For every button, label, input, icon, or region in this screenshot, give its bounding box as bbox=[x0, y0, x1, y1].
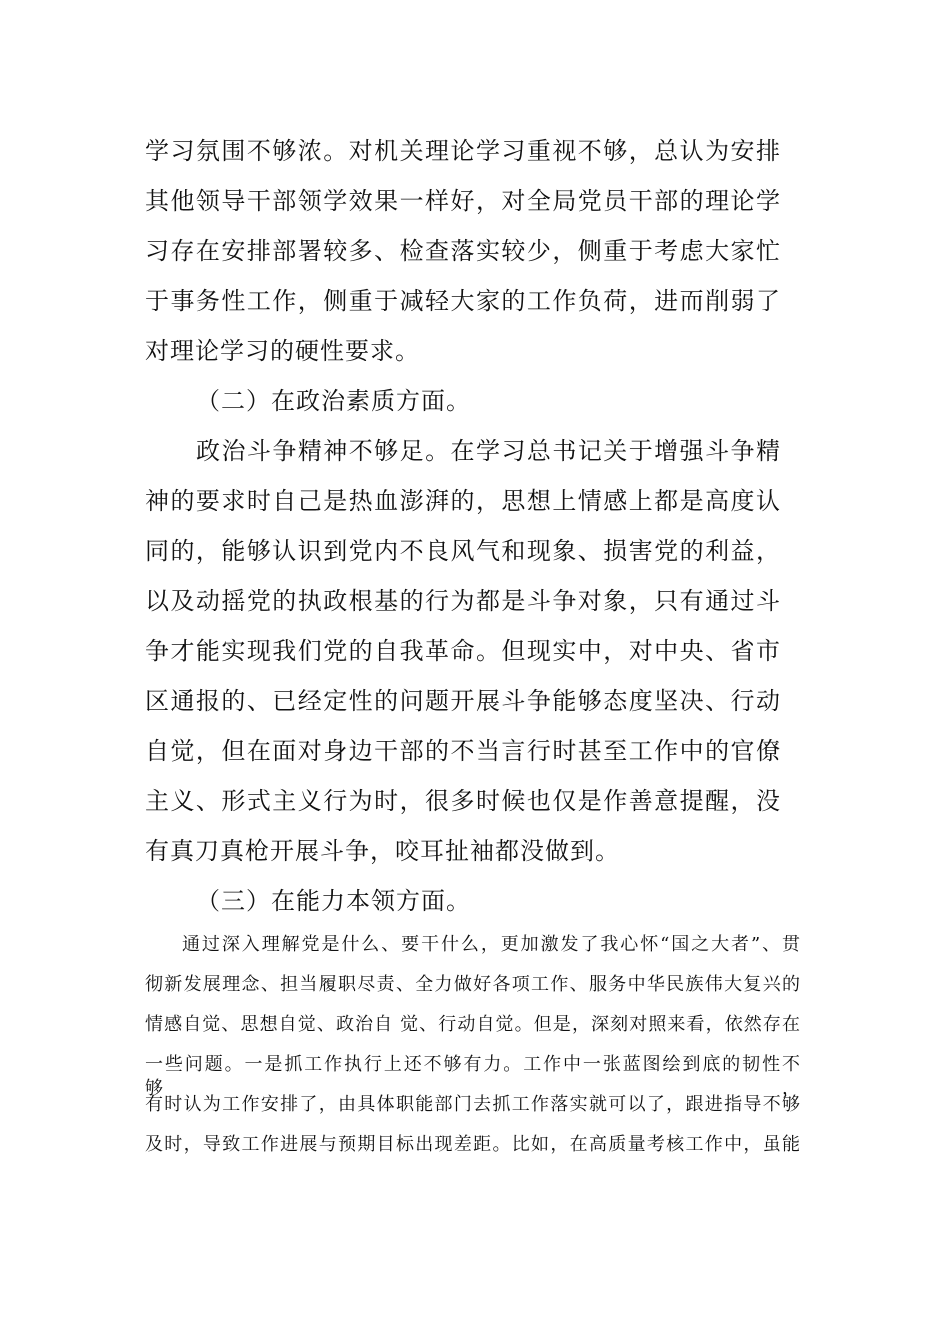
text-line: 以及动摇党的执政根基的行为都是斗争对象，只有通过斗 bbox=[145, 587, 781, 615]
text-line: 同的，能够认识到党内不良风气和现象、损害党的利益， bbox=[145, 537, 781, 565]
text-line: 通过深入理解党是什么、要干什么，更加激发了我心怀“国之大者”、贯 bbox=[182, 934, 801, 955]
text-line: 有真刀真枪开展斗争，咬耳扯袖都没做到。 bbox=[145, 837, 620, 865]
text-line: 有时认为工作安排了，由具体职能部门去抓工作落实就可以了，跟进指导不够 bbox=[145, 1094, 801, 1115]
text-line: 习存在安排部署较多、检查落实较少，侧重于考虑大家忙 bbox=[145, 237, 781, 265]
text-line: 彻新发展理念、担当履职尽责、全力做好各项工作、服务中华民族伟大复兴的 bbox=[145, 974, 801, 995]
text-line: 主义、形式主义行为时，很多时候也仅是作善意提醒，没 bbox=[145, 787, 781, 815]
section-heading: （二）在政治素质方面。 bbox=[196, 387, 471, 415]
text-line: 神的要求时自己是热血澎湃的，思想上情感上都是高度认 bbox=[145, 487, 781, 515]
text-line: 对理论学习的硬性要求。 bbox=[145, 337, 420, 365]
text-line: 于事务性工作，侧重于减轻大家的工作负荷，进而削弱了 bbox=[145, 287, 781, 315]
text-line: 争才能实现我们党的自我革命。但现实中，对中央、省市 bbox=[145, 637, 781, 665]
text-line: 区通报的、已经定性的问题开展斗争能够态度坚决、行动 bbox=[145, 687, 781, 715]
text-line: 及时，导致工作进展与预期目标出现差距。比如，在高质量考核工作中，虽能 bbox=[145, 1134, 801, 1155]
text-line: 学习氛围不够浓。对机关理论学习重视不够，总认为安排 bbox=[145, 137, 781, 165]
section-heading: （三）在能力本领方面。 bbox=[196, 887, 471, 915]
text-line: 一些问题。一是抓工作执行上还不够有力。工作中一张蓝图绘到底的韧性不够， bbox=[145, 1054, 801, 1099]
text-line: 其他领导干部领学效果一样好，对全局党员干部的理论学 bbox=[145, 187, 781, 215]
text-line: 自觉，但在面对身边干部的不当言行时甚至工作中的官僚 bbox=[145, 737, 781, 765]
text-line: 政治斗争精神不够足。在学习总书记关于增强斗争精 bbox=[196, 437, 781, 465]
text-line: 情感自觉、思想自觉、政治自 觉、行动自觉。但是，深刻对照来看，依然存在 bbox=[145, 1014, 801, 1035]
